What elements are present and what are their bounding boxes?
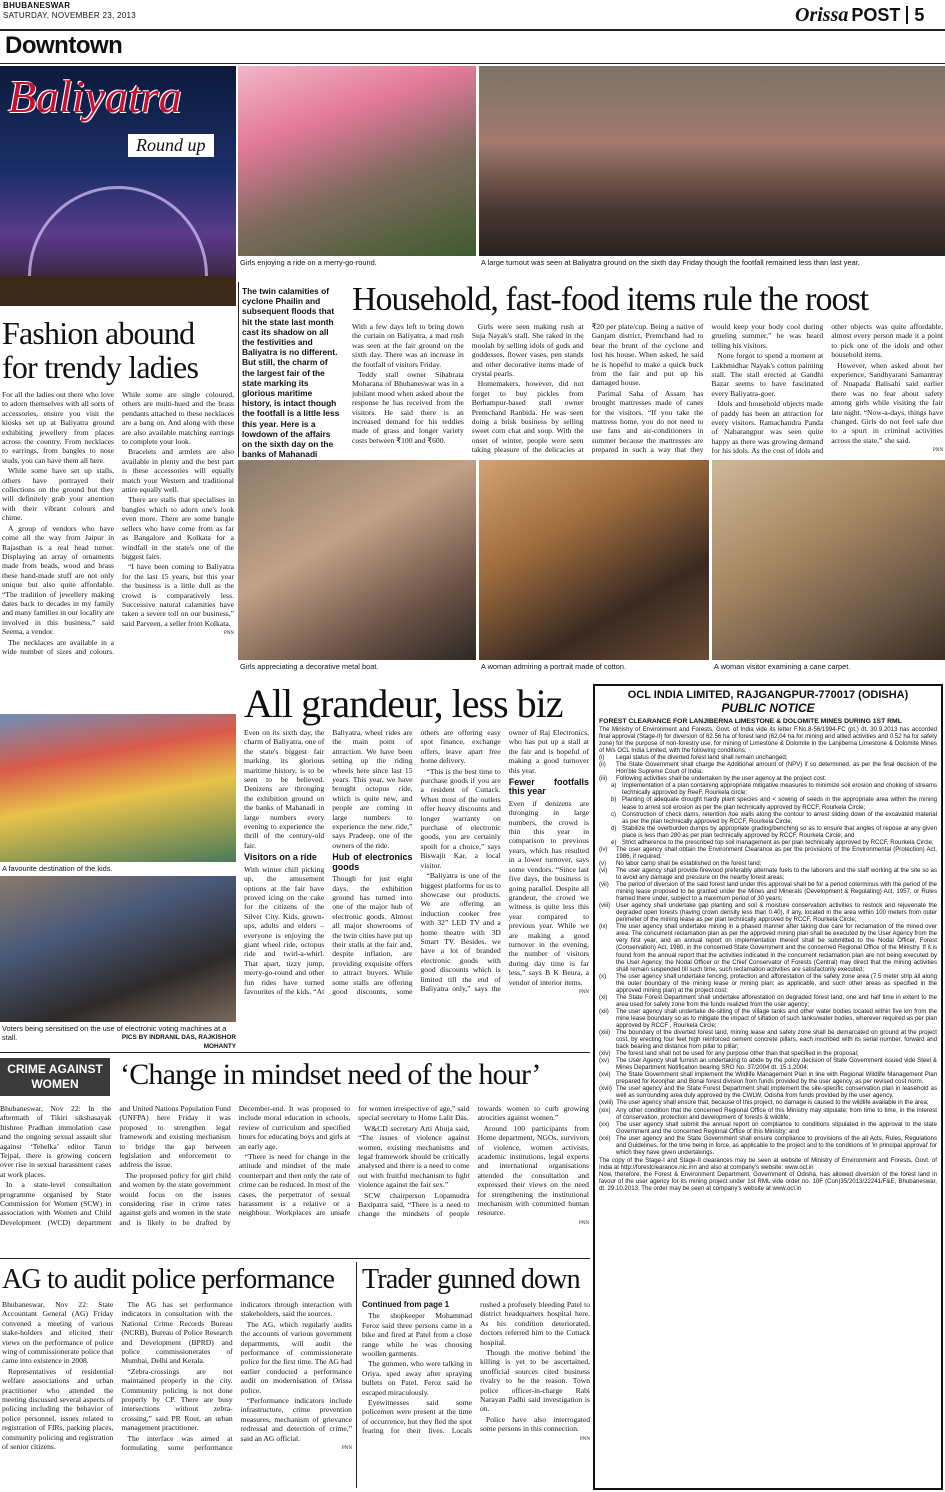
notice-condition-number: (xx) <box>599 1120 610 1128</box>
notice-condition-number: (iii) <box>599 775 608 783</box>
grandeur-p5: “Baliyatra is one of the biggest platforms for us to showcase our products. We are offering an induction cooker free with 32” LED TV and a home theatre with 3D Smart TV. Besides, we have a lot of branded electronic goods with good discounts which is limited till the end of Baliyatra only,” says the owner of Raj Electronics, who has put up a stall at the fair and is hopeful of making a good turnover this year. <box>420 728 589 993</box>
paper-name: Orissa <box>795 3 849 26</box>
notice-condition <box>599 973 937 994</box>
caption-cotton-portrait: A woman admiring a portrait made of cotton. <box>481 662 627 671</box>
grandeur-sub1: Visitors on a ride <box>244 852 317 863</box>
notice-condition-number: (xii) <box>599 1007 609 1015</box>
grandeur-p4: “This is the best time to purchase goods if you are a resident of Cuttack. When most of the outlets offer heavy discounts and longer warranty on purchase of electronic goods, you are certainly spoilt for a choice,” says Biswajit Kar, a local visitor. <box>420 766 501 870</box>
notice-condition-number: (xv) <box>599 1057 610 1065</box>
notice-condition-text: Construction of check dams, retention /toe walls along the contour to arrest sliding down of the excavated material as per the plan technically approved by RCCF, Rourkela Circle; <box>622 810 937 825</box>
fashion-p3: A group of vendors who have come all the way from Jaipur in Rajasthan is a real head turner. Displaying an array of ornaments made from beads, wood and brass these hand-made stuff are not only unique but also quite affordable. “The tradition of jewellery making dates back to decades in my family and many families in our locality are involved in this business,” said Seema, a vendor. <box>2 523 114 637</box>
notice-condition-number: d) <box>611 824 617 832</box>
grandeur-p1: Even on its sixth day, the charm of Baliyatra, one of the state's biggest fair marking its glorious maritime history, is to be seen to be believed. Denizens are thronging the exhibition ground on the banks of Mahanadi in large numbers every evening to experience the thrill of the century-old fair. <box>244 728 325 850</box>
crime-badge: CRIME AGAINST WOMEN <box>0 1058 110 1096</box>
household-headline: Household, fast-food items rule the roost <box>352 281 869 318</box>
notice-subject: FOREST CLEARANCE FOR LANJIBERNA LIMESTONE & DOLOMITE MINES DURING 1ST RML <box>599 718 902 725</box>
baliyatra-title: Baliyatra <box>8 71 182 122</box>
fashion-p4: The necklaces are available in a wide number of sizes and colours. While some are single coloured, others are multi-hued and the brass pendants attached to these necklaces are a bang on. And along with these are also available matching earrings to complete your look. <box>2 390 234 656</box>
section-title: Downtown <box>5 32 123 59</box>
notice-condition-text: Strict adherence to the prescribed top soil management as per plan technically approved by RCCF, Rourkela Circle; <box>622 838 934 846</box>
ag-p5: The interface was aimed at formulating some performance indicators through interaction with stakeholders, said the sources. <box>121 1300 352 1453</box>
notice-condition-number: (vi) <box>599 866 608 874</box>
household-p8: However, when asked about her experience, Sandhyarani Samantray of Nuapada Balisahi said earlier there was no fear about safety among girls while visiting the fair late night. “Now-a-days, things have changed. Girls do not feel safe due to a spurt in criminal activities across the state,” she said. <box>831 360 943 445</box>
caption-kids: A favourite destination of the kids. <box>2 864 113 873</box>
masthead-date: SATURDAY, NOVEMBER 23, 2013 <box>3 11 137 20</box>
notice-condition-text: The user agency shall undertake de-silting of the village tanks and other water bodies located within five km from the mine lease boundary so as to mitigate the impact of siltation of such tanks/water bodies, wherever required as per plan approved by RCCF , Rourkela Circle; <box>616 1007 937 1029</box>
trader-continued: Continued from page 1 <box>362 1300 450 1309</box>
notice-condition <box>599 775 937 782</box>
notice-condition-number: (xiv) <box>599 1050 611 1058</box>
photo-kids-destination <box>0 714 236 862</box>
grandeur-sub2: Hub of electronics goods <box>332 852 413 872</box>
trader-p4: Though the motive behind the killing is yet to be ascertained, unofficial sources cited business rivalry to be the reason. Town police officer-in-charge Rabi Narayan Padhi said investigation is on. <box>480 1348 590 1414</box>
notice-condition-text: The user agency shall ensure that, because of this project, no damage is caused to the wildlife available in the area; <box>616 1099 929 1107</box>
caption-crowd: A large turnout was seen at Baliyatra ground on the sixth day Friday though the footfall remained less than last year. <box>481 258 860 267</box>
notice-condition-text: Stabilize the overburden dumps by appropriate grading/benching so as to ensure that angles of repose at any given place is less than 280 as per plan technically approved by RCCF, Rourkela Circle; and <box>622 824 937 839</box>
household-p4: Homemakers, however, did not forget to buy pickles from Berhampur-based stall owner Premchand Ranbida. He was seen doing a brisk business by selling sweet corn chat and soup. With the onset of winter, people were seen taking pleasure of the delicacies at ₹20 per plate/cup. Being a native of Ganjam district, Premchand had to bear the brunt of the cyclone and lost his house. When asked, he said he is hopeful to make a quick buck from the fair and put up his damaged house. <box>471 322 704 455</box>
household-credit: PNN <box>932 448 943 454</box>
paper-name-2: POST <box>851 4 901 25</box>
photo-cotton-portrait <box>479 460 709 660</box>
grandeur-sub3: Fewer footfalls this year <box>508 777 589 797</box>
caption-metal-boat: Girls appreciating a decorative metal boat. <box>240 662 379 671</box>
notice-condition-text: The user agency shall undertake mining in a phased manner after taking due care for reclamation of the mined over area. The concurrent reclamation plan as per the approved mining plan shall be executed by the User Agency from the very first year, and an annual report on implementation thereof shall be submitted to the Nodal Officer, Forest (Conservation) Act, 1980, in the concerned State Government and the concerned Regional Office of the Ministry. If it is found from the annual report that the activities indicated in the concurrent reclamation plan are not being executed by the User Agency, the Nodal Officer or the Chief Conservator of Forests (Central) may direct that the mining activities shall remain suspended till such time, such reclamation activities are satisfactorily executed; <box>616 923 937 973</box>
notice-condition-text: The user agency shall provide firewood preferably alternate fuels to the laborers and the staff working at the site so as to avoid any damage and pressure on the nearby forest areas; <box>616 866 937 881</box>
public-notice <box>593 684 943 1490</box>
notice-condition-text: The user agency and the State Forest Department shall implement the site-specific conservation plan in leasehold as well as surrounding area duly approved by the CWLW, Odisha from funds provided by the user agency. <box>616 1085 937 1100</box>
notice-condition-number: (xvii) <box>599 1085 612 1093</box>
notice-condition-number: a) <box>611 782 617 790</box>
trader-credit: PNN <box>579 1436 590 1442</box>
photo-cane-carpet <box>712 460 945 660</box>
notice-condition <box>599 839 937 846</box>
photo-crowd <box>479 66 945 256</box>
notice-condition-text: The State Government shall charge the Additional amount of (NPV) if so determined, as per the final decision of the Hon'ble Supreme Court of India; <box>616 761 937 776</box>
notice-condition <box>599 811 937 825</box>
notice-condition-number: (xvi) <box>599 1071 611 1079</box>
notice-condition-number: (x) <box>599 972 607 980</box>
ag-headline: AG to audit police performance <box>2 1264 335 1295</box>
caption-cane-carpet: A woman visitor examining a cane carpet. <box>714 662 851 671</box>
crime-p5: W&CD secretary Arti Ahuja said, “The issues of violence against women, existing mechanisms and legal framework should be critically analysed and there is a need to come out with fruitful mechanism to fight violence against the fair sex.” <box>358 1123 470 1190</box>
notice-footer-2: Now, therefore, the Forest & Environment Department, Government of Odisha, has allowed diversion of the forest land in favour of the user agency for its mining project under 1st RML vide order no. 10F (Con)35/2013/22241/F&E, Bhubaneswar, dt. 29.10.2013. The order may be seen at company's website at www.ocl.in <box>599 1170 937 1193</box>
notice-company: OCL INDIA LIMITED, RAJGANGPUR-770017 (ODISHA) <box>627 689 909 701</box>
crime-p7: Around 100 participants from Home department, NGOs, survivors of violence, women activists, academic institutions, legal experts and international organisations attended the consultation and expressed their views on the need for strengthening the institutional mechanism with committed human resource. <box>477 1123 589 1218</box>
notice-condition <box>599 1121 937 1135</box>
notice-condition <box>599 902 937 923</box>
ag-credit: PNN <box>341 1446 352 1452</box>
grandeur-credit: PNN <box>578 989 589 995</box>
notice-condition <box>599 1107 937 1121</box>
household-p1: With a few days left to bring down the curtain on Baliyatra, a mad rush was seen at the fair ground on the sixth day. There was an increase in the footfall of visitors Friday. <box>352 322 464 369</box>
notice-condition-number: (xix) <box>599 1106 611 1114</box>
baliyatra-subtitle: Round up <box>128 134 214 157</box>
notice-condition <box>599 761 937 775</box>
fashion-body <box>2 390 234 708</box>
notice-condition-number: (viii) <box>599 902 611 910</box>
trader-headline: Trader gunned down <box>362 1264 580 1295</box>
page-number: 5 <box>914 4 925 25</box>
notice-condition <box>599 867 937 881</box>
notice-condition <box>599 1008 937 1029</box>
ag-p1: Bhubaneswar, Nov 22: State Accountant General (AG) Friday convened a meeting of various stake-holders and elicited their views on the performance of police wing of commissionerate police that came into existence in 2008. <box>2 1300 114 1366</box>
intro-box: The twin calamities of cyclone Phailin and subsequent floods that hit the state last month cast its shadow on all the festivities and Baliyatra is no different. But still, the charm of the largest fair of the state marking its glorious maritime history, is intact though the footfall is a little less this year. Here is a lowdown of the affairs on the sixth day on the banks of Mahanadi <box>242 286 340 460</box>
ag-p7: “Performance indicators include infrastructure, crime prevention measures, mechanism of grievance redressal and detection of crime,” said an AG official. <box>240 1396 352 1443</box>
notice-condition-text: Any other condition that the concerned Regional Office of this Ministry may stipulate; from time to time, in the interest of conservation, protection and development of forests & wildlife; <box>616 1106 937 1121</box>
notice-condition-number: c) <box>611 810 617 818</box>
trader-p2: The gunmen, who were talking in Oriya, sped away after spraying bullets on Patel. Feroz said he escaped miraculously. <box>362 1359 472 1397</box>
ag-p6: The AG, which regularly audits the accounts of various government departments, will audit the performance of commissionerate police for the first time. The AG had earlier conducted a performance audit on modernisation of Orissa police. <box>240 1319 352 1395</box>
notice-condition-text: Implementation of a plan containing appropriate mitigative measures to minimize soil erosion and choking of streams technically approved by ReeF, Rourkela circle; <box>622 782 937 797</box>
notice-condition-text: The boundary of the diverted forest land, mining lease and safety zone shall be demarcated on ground at the project cost, by erecting four feet high reinforced cement concrete pillars, each inscribed with its serial number, forward and back bearing and distance from pillar to pillar; <box>616 1029 937 1051</box>
notice-condition-number: (ii) <box>599 761 606 769</box>
crime-p6: SCW chairperson Lopamudra Baxipatra said, “There is a need to change the mindsets of people towards women to curb growing atrocities against women.” <box>358 1104 589 1219</box>
trader-p3: Eyewitnesses said some policemen were present at the time of occurrence, but they fled the spot fearing for their lives. Locals rushed a profusely bleeding Patel to district headquarters hospital here. As his condition deteriorated, doctors referred him to the Cuttack hospital. <box>362 1300 590 1436</box>
photo-metal-boat <box>238 460 476 660</box>
ag-p4: “Zebra-crossings are not maintained properly in the city. Community policing is not done properly by CP. There are busy intersections without zebra-crossing,” said PR Rout, an urban management practitioner. <box>121 1366 233 1433</box>
notice-condition-number: (i) <box>599 754 605 762</box>
notice-condition-number: (vii) <box>599 881 609 889</box>
photo-merry-go-round <box>238 66 476 256</box>
notice-condition-number: (iv) <box>599 845 608 853</box>
ag-p3: The AG has set performance indicators in consultation with the National Crime Records Bureau (NCRB), Bureau of Police Research and Development (BPRD) and police commissionerates of Mumbai, Delhi and Kerala. <box>121 1300 233 1366</box>
trader-p1: The shopkeeper Mohammad Feroz said three persons came in a bike and fired at Patel from a close range while he was choosing woollen garments. <box>362 1311 472 1359</box>
notice-condition <box>599 1057 937 1071</box>
caption-voters: Voters being sensitised on the use of electronic voting machines at a stall. <box>2 1024 227 1042</box>
notice-title: PUBLIC NOTICE <box>721 701 815 715</box>
notice-condition <box>599 1029 937 1050</box>
notice-condition-number: b) <box>611 796 617 804</box>
notice-condition <box>599 1050 937 1057</box>
notice-condition <box>599 825 937 839</box>
notice-condition <box>599 1135 937 1156</box>
fashion-p1: For all the ladies out there who love to adorn themselves with all sorts of accessories, ensure you visit the kiosks set up at Baliyatra ground exhibiting jewellery from places across the country. From necklaces to earrings, from bangles to nose studs, you can have them all here. <box>2 390 114 465</box>
grandeur-headline: All grandeur, less biz <box>244 681 563 726</box>
fashion-credit: PNN <box>223 631 234 637</box>
crime-p4: “There is need for change in the attitude and mindset of the male counterpart and then only the rate of crime can be reduced. In most of the cases, the perpetrator of sexual harassment is a relative or a neighbour. Workplaces are unsafe for women irrespective of age,” said special secretary to Home Lalit Das. <box>238 1104 470 1218</box>
trader-p5: Police have also interrogated some persons in this connection. <box>480 1414 590 1434</box>
fashion-p7: “I have been coming to Baliyatra for the last 15 years, but this year the business is a little dull as the crowd is comparatively less. Successive natural calamities have taken a severe toll on our business,” said Parveen, a seller from Kolkata. <box>122 562 234 628</box>
household-p5: Parimal Saha of Assam has brought mattresses made of canes for the visitors. “If you take the mattress home, you do not need to use fans and air-conditioners in summer because the mattresses are prepared in such a way that they would keep your body cool during grueling summer,” he was heard telling his visitors. <box>591 322 824 455</box>
notice-condition <box>599 1085 937 1099</box>
household-p7: Idols and household objects made of paddy has been an attraction for every visitors. Ramachandra Panda of Nabarangpur was seen quite happy as there was growing demand for his idols. As the cost of idols and other objects was quite affordable, almost every person made it a point to pick one of the idols and other household items. <box>711 322 943 456</box>
crime-p1: Bhubaneswar, Nov 22: In the aftermath of Tikiri sikshasayak Itishree Pradhan immolation case and the ongoing sexual assault slur against ‘Tehelka’ editor Tarun Tejpal, there is growing concern over rise in sexual harassment cases at work places. <box>0 1104 112 1179</box>
notice-condition-text: The State Forest Department shall undertake afforestation on degraded forest land, one and half time in extent to the area used for safety zone from the funds realized from the user agency; <box>616 993 937 1008</box>
notice-condition <box>599 754 937 761</box>
grandeur-p3: Though for just eight days, the exhibition ground has turned into one of the major hub of electronic goods. Almost all major showrooms of the twin cities have put up their stalls at the fair and, despite inflation, are providing exquisite offers to attract buyers. While some stalls are offering good discounts, some others are offering easy spot finance, exchange offers, leave apart free home delivery. <box>332 728 501 996</box>
notice-condition <box>599 923 937 972</box>
household-p6: None forgot to spend a moment at Lakhmidhar Nayak's cotton painting stall. The stall erected at Gandhi Bazar seems to have fascinated every Baliyatra-goer. <box>711 351 824 398</box>
grandeur-body <box>244 728 589 1046</box>
crime-body <box>0 1104 589 1252</box>
crime-p3: The proposed policy for girl child and women by the state government would focus on the issues considering rise in crime rates against girls and women in the state and is likely to be drafted by December-end. It was proposed to include moral education in schools, review of curriculum and specified hours for educating boys and girls at an early age. <box>119 1104 351 1227</box>
notice-condition-text: User agency shall undertake gap planting and soil & moisture conservation activities to restock and rejuvenate the degraded open forests (having crown density less than 0.40), if any, located in the area within 100 meters from outer perimeter of the mining lease as per plan technically approved by RCCF, Rourkela Circle; <box>616 902 937 924</box>
caption-merry-go-round: Girls enjoying a ride on a merry-go-round. <box>240 258 377 267</box>
fashion-p6: There are stalls that specialises in bangles which to adorn one's look even more. There are some bangle sellers who have come from as far as Bangalore and Kolkata for a windfall in the state's one of the biggest fairs. <box>122 495 234 561</box>
notice-condition-number: (xviii) <box>599 1099 614 1107</box>
photo-voters <box>0 876 236 1022</box>
notice-condition-number: (xxi) <box>599 1134 611 1142</box>
fashion-headline: Fashion abound for trendy ladies <box>2 315 199 385</box>
fashion-p5: Bracelets and armlets are also available in plenty and the best part is these accessories will equally match your Western and traditional attire equally well. <box>122 447 234 495</box>
household-p2: Teddy stall owner Sibabrata Moharana of Bhubaneswar was in a jubilant mood when asked about the response he has received from the visitors. He said there is an increased demand for his teddies made of grass and longer variety costs between ₹100 and ₹600. <box>352 370 464 445</box>
notice-condition <box>599 1099 937 1106</box>
credit-pics: PICS BY INDRANIL DAS, RAJKISHOR MOHANTY <box>121 1034 236 1050</box>
notice-condition-text: No labor camp shall be established on the forest land; <box>616 859 762 867</box>
household-p3: Girls were seen making rush at Suja Nayak's stall. She raked in the moolah by selling idols of gods and goddesses, flower vases, pen stands and other decorative items made of crystal pearls. <box>471 322 584 379</box>
notice-condition-text: The User Agency shall furnish an undertaking to abide by the policy decision of State Government issued vide Steel & Mines Department Notification bearing SRO No. 37/2004 dt. 15.1.2004; <box>616 1057 937 1072</box>
notice-condition-text: Following activities shall be undertaken by the user agency at the project cost: <box>616 775 827 783</box>
fashion-p2: While some have set up stalls, others have portrayed their collections on the ground but they will definitely grab your attention with their vibrant colours and chime. <box>2 466 114 523</box>
notice-condition-text: The user agency shall obtain the Environment Clearance as per the provisions of the Environmental (Protection) Act, 1986, if required; <box>616 845 937 860</box>
notice-condition-text: The user agency shall submit the annual report on compliance to conditions stipulated in the approval to the state Government and the concerned Regional Office of this Ministry; and <box>616 1120 937 1135</box>
notice-condition <box>599 994 937 1008</box>
notice-condition-number: (xi) <box>599 993 608 1001</box>
notice-condition <box>599 846 937 860</box>
notice-condition-text: Planting of adequate drought hardy plant species and < sowing of seeds in the appropriate area within the mining lease to arrest soil erosion as per the plan technically approved by RCCF, Rourkela Circle; <box>622 796 937 811</box>
notice-condition <box>599 796 937 810</box>
notice-condition-text: The user agency and the State Government shall ensure compliance to provisions of the all Acts, Rules, Regulations and Guidelines, for the time being in force, as applicable to the project and to the conditions of 'in principal approval' for which they have given undertakings. <box>616 1134 937 1156</box>
notice-condition-number: (xiii) <box>599 1029 611 1037</box>
notice-intro: The Ministry of Environment and Forests, Govt. of India vide its letter F.No.8-56/1994-FC (pt.) dt. 30.9.2013 has accorded final approval (Stage-II) for diversion of 62.56 ha of forest land (62.04 ha for mining and allied activities and 0.52 ha for safety zone) for the purpose of non-forestry use, for mining of Limestone & Dolomite in the Lanjiberna Limestone & Dolomite Mines of M/s OCL India Limited, with the following conditions: <box>599 726 937 755</box>
notice-condition <box>599 782 937 796</box>
notice-condition <box>599 860 937 867</box>
notice-condition <box>599 881 937 902</box>
masthead-city: BHUBANESWAR <box>3 1 71 10</box>
trader-body <box>362 1300 590 1490</box>
crime-headline: ‘Change in mindset need of the hour’ <box>120 1058 541 1091</box>
grandeur-p2: With winter chill picking up, the amusement options at the fair have proved icing on the cake for the citizens of the Silver City. Kids, grown-ups, adults and elders – everyone is enjoying the giant wheel ride, octopus ride and twirl-a-whirl. That apart, tizzy jump, merry-go-round and other fun rides have turned favourites of the kids. “At Baliyatra, wheel rides are the main point of attraction. We have been setting up the riding wheels here since last 15 years. This year, we have brought octopus ride, which is quite new, and people are coming in large numbers to experience the new ride,” says Pradeep, one of the owners of the ride. <box>244 728 413 996</box>
notice-condition-text: Legal status of the diverted forest land shall remain unchanged; <box>616 754 788 762</box>
crime-credit: PNN <box>578 1220 589 1226</box>
household-body <box>352 322 943 456</box>
grandeur-p6: Even if denizens are thronging in large numbers, the crowd is thin this year in comparison to previous years, which has resulted in a lower turnover, says some vendors. “Since last five days, the business is going parallel. Despite all grandeur, the crowd we witness is quite less this year compared to previous year. While we are making a good turnover in the evening, the number of visitors during day time is far less,” says B K Beura, a vendor of interior items. <box>508 798 589 987</box>
notice-conditions <box>599 754 937 1156</box>
notice-condition <box>599 1071 937 1085</box>
notice-condition-number: (v) <box>599 859 607 867</box>
notice-condition-number: (ix) <box>599 923 608 931</box>
notice-condition-text: The forest land shall not be used for any purpose other than that specified in the proposal; <box>616 1050 859 1058</box>
notice-footer-1: The copy of the Stage-I and Stage-II clearances may be seen at website of Ministry of Environment and Forests, Govt. of India at http://forestclearance.nic.inn and also at company's website: www.ocl.in <box>599 1156 937 1171</box>
ag-body <box>2 1300 352 1490</box>
crime-p2: In a state-level consultation programme organised by State Commission for Women (SCW) in association with Women and Child Development (WCD) department and United Nations Population Fund (UNFPA) here Friday it was proposed to strengthen legal framework and existing mechanism to bridge the gap between legislation and enforcement to address the issue. <box>0 1104 231 1227</box>
notice-condition-text: The user agency shall undertake fencing, protection and afforestation of the safety zone area (7.5 meter strip all along the outer boundary of the mining lease or mining plan; as applicable, and such other areas as specified in the approved mining plan) at the project cost; <box>616 972 937 994</box>
paper-logo <box>795 2 945 28</box>
notice-condition-text: The State Government shall implement the Wildlife Management Plan in line with Regional Wildlife Management Plan prepared for Keonjhar and Bonai forest division from funds provided by the user agency, as per revised cost norm. <box>616 1071 937 1086</box>
ag-p2: Representatives of residential welfare associations and urban practitioner who attended the meeting discussed several aspects of policing including the behavior of police personnel, issues related to registration of FIRs, parking places, community policing and registration of senior citizens. <box>2 1366 114 1452</box>
notice-condition-number: e) <box>611 838 617 846</box>
notice-condition-text: The period of diversion of the said forest land under this approval shall be for a period coterminus with the period of the mining lease proposed to be granted under the Mines and Minerals (Development & Regulating) Act, 1957, or Rules framed there under, subject to a maximum period of 30 years; <box>616 881 937 903</box>
